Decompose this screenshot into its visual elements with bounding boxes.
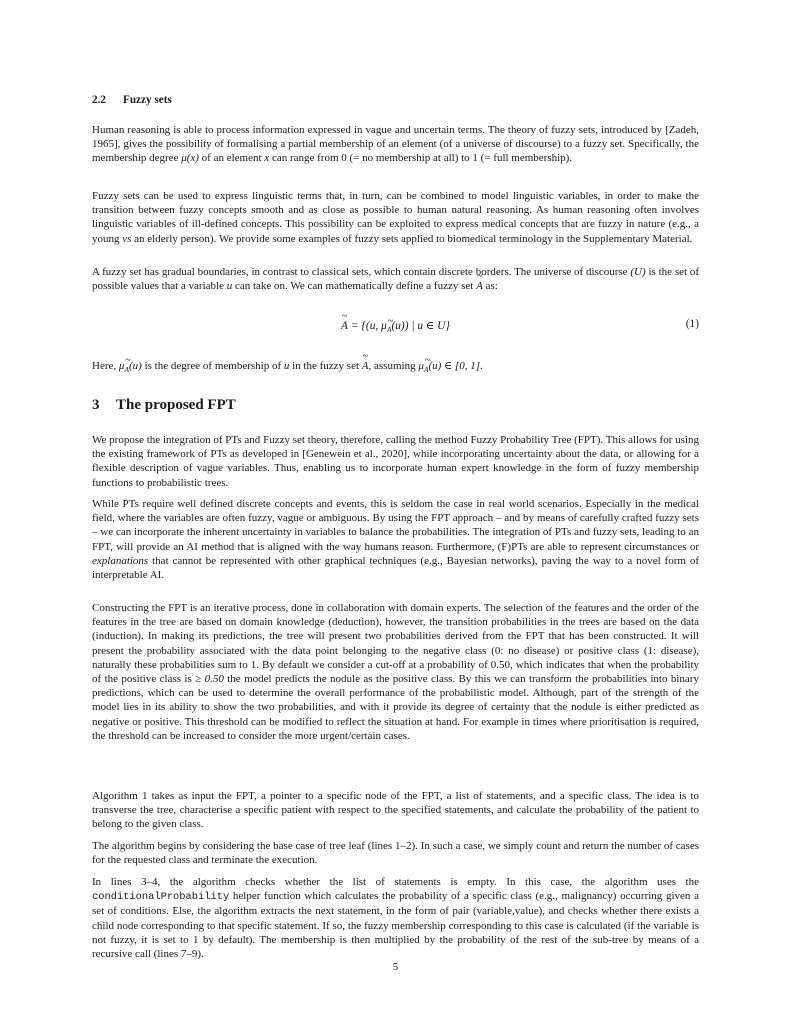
emphasis-vs: vs	[122, 232, 132, 245]
subsection-title: Fuzzy sets	[123, 94, 172, 106]
paragraph-fuzzy-intro: Human reasoning is able to process information expressed in vague and uncertain terms. The theory of fuzzy sets, introduced by [Zadeh, 1965], gives the possibility of formalising a partial membership of an element (of a universe of discourse) to a fuzzy set. Specifically, the membership degree μ(x) of an element x can range from 0 (= no membership at all) to 1 (= full membership).	[92, 124, 699, 165]
math-fuzzy-set-a: ~ A	[476, 279, 483, 293]
paragraph-linguistic-terms: Fuzzy sets can be used to express linguistic terms that, in turn, can be combined to model linguistic variables, in order to make the transition between fuzzy concepts smooth and as close as possible to human natural reasoning. As human reasoning often involves linguistic variables of ill-defined concepts. This possibility can be exploited to express medical concepts that are fuzzy in nature (e.g., a young vs an elderly person). We provide some examples of fuzzy sets applied to biomedical terminology in the Supplementary Material.	[92, 190, 699, 245]
section-heading	[92, 397, 236, 414]
paragraph-algorithm-overview: Algorithm 1 takes as input the FPT, a pointer to a specific node of the FPT, a list of statements, and a specific class. The idea is to transverse the tree, characterise a specific patient with respect to the specified statements, and calculate the probability of the patient to belong to the given class.	[92, 790, 699, 831]
math-x: x	[264, 152, 270, 165]
paragraph-membership-degree: Here, μ~ $_A$(u) is the degree of membership of u in the fuzzy set ~ A, assuming μ~ $_A$(u) ∈ [0, 1].	[92, 359, 699, 377]
paragraph-gradual-boundaries: A fuzzy set has gradual boundaries, in contrast to classical sets, which contain discrete borders. The universe of discourse (U) is the set of possible values that a variable u can take on. We can mathematically define a fuzzy set ~ A as:	[92, 265, 699, 293]
page-number: 5	[392, 961, 399, 973]
paragraph-medical-field: While PTs require well defined discrete concepts and events, this is seldom the case in real world scenarios. Especially in the medical field, where the variables are often fuzzy, vague or ambiguous. By using the FPT approach – and by means of carefully crafted fuzzy sets – we can incorporate the inherent uncertainty in variables to balance the probabilities. The integration of PTs and fuzzy sets, leading to an FPT, will provide an AI method that is aligned with the way humans reason. Furthermore, (F)PTs are able to represent circumstances or explanations that cannot be represented with other graphical techniques (e.g., Bayesian networks), paving the way to a novel form of interpretable AI.	[92, 498, 699, 582]
math-mu-x: μ(x)	[181, 152, 199, 165]
section-title: The proposed FPT	[116, 397, 236, 413]
subsection-number: 2.2	[92, 94, 106, 106]
paragraph-algorithm-steps: In lines 3–4, the algorithm checks whether the list of statements is empty. In this case, the algorithm uses the conditionalProbability helper function which calculates the probability of a specific class (e.g., malignancy) occurring given a set of conditions. Else, the algorithm extracts the next statement, in the form of pair (variable,value), and checks whether there exists a child node corresponding to that specific statement. If so, the fuzzy membership corresponding to this case is calculated (if the variable is not fuzzy, it is set to 1 by default). The membership is then multiplied by the probability of the rest of the sub-tree by means of a recursive call (lines 7–9).	[92, 876, 699, 961]
emphasis-explanations: explanations	[92, 554, 149, 567]
math-threshold: ≥ 0.50	[195, 673, 224, 686]
equation-1	[92, 318, 699, 338]
paragraph-base-case: The algorithm begins by considering the base case of tree leaf (lines 1–2). In such a case, we simply count and return the number of cases for the requested class and terminate the execution.	[92, 840, 699, 867]
math-universe: (U)	[630, 266, 646, 278]
math-u: u	[226, 280, 233, 293]
paragraph-fpt-proposal: We propose the integration of PTs and Fuzzy set theory, therefore, calling the method Fuzzy Probability Tree (FPT). This allows for using the existing framework of PTs as developed in [Genewein et al., 2020], while incorporating uncertainty about the data, or allowing for a flexible description of vague variables. Thus, enabling us to incorporate human expert knowledge in the form of fuzzy membership functions to probabilistic trees.	[92, 434, 699, 489]
equation-number: (1)	[685, 318, 699, 330]
section-number: 3	[92, 397, 100, 413]
equation-body: ~ A = {(u, μ~ $_A$(u)) | u ∈ U}	[92, 318, 699, 334]
subsection-heading	[92, 94, 172, 106]
code-conditional-probability: conditionalProbability	[92, 891, 230, 904]
paragraph-constructing-fpt: Constructing the FPT is an iterative process, done in collaboration with domain experts. The selection of the features and the order of the features in the tree are based on domain knowledge (deduction), however, the transition probabilities in the trees are based on the data (induction). In making its predictions, the tree will present two probabilities derived from the FPT that has been constructed. It will present the probability associated with the data point belonging to the negative class (0: no disease) or positive class (1: disease), naturally these probabilities sum to 1. By default we consider a cut-off at a probability of 0.50, which indicates that when the probability of the positive class is ≥ 0.50 the model predicts the nodule as the positive class. By this we can transform the probabilities into binary predictions, which can be used to determine the overall performance of the probabilistic model. Although, part of the strength of the model lies in its ability to show the two probabilities, and with it provide its degree of certainty that the nodule is either predicted as negative or positive. This threshold can be modified to reflect the situation at hand. For example in times where prioritisation is required, the threshold can be increased to consider the more urgent/certain cases.	[92, 602, 699, 742]
